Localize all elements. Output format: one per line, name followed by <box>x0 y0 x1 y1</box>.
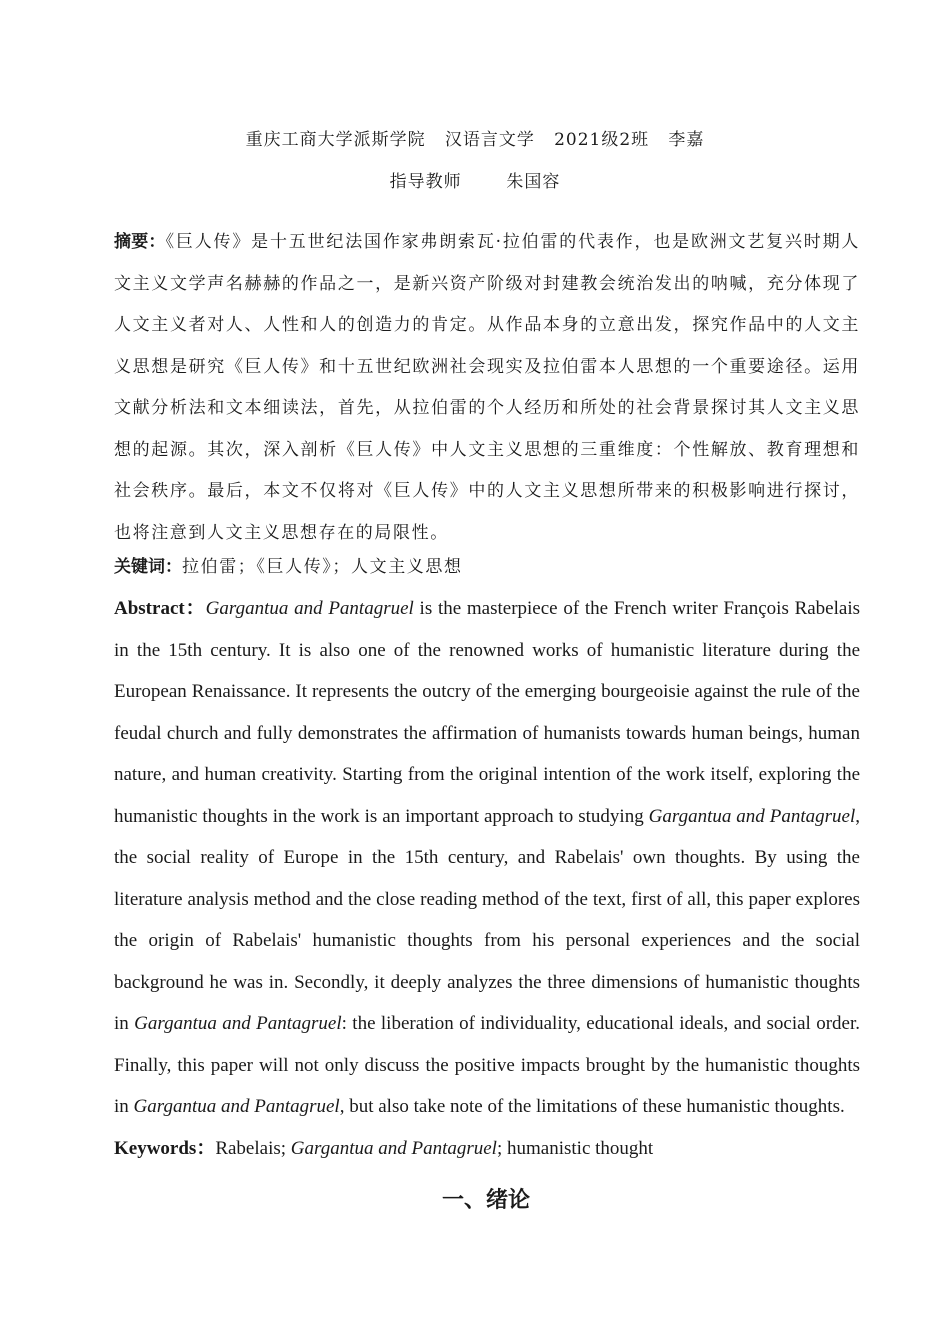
book-title-italic: Gargantua and Pantagruel <box>205 598 414 619</box>
section-heading-introduction: 一、绪论 <box>441 1188 530 1213</box>
chinese-keywords <box>114 553 860 581</box>
english-abstract-text-2: , the social reality of Europe in the 15th century, and Rabelais' own thoughts. By using the literature analysis method and the close reading method of the text, first of all, this paper explores the origin of Rabelais' humanistic thoughts from his personal experiences and the social background he was in. Secondly, it deeply analyzes the three dimensions of humanistic thoughts in <box>114 805 860 1034</box>
chinese-abstract <box>114 222 860 554</box>
chinese-abstract-text: 《巨人传》是十五世纪法国作家弗朗索瓦·拉伯雷的代表作，也是欧洲文艺复兴时期人文主义文学声名赫赫的作品之一，是新兴资产阶级对封建教会统治发出的呐喊，充分体现了人文主义者对人、人性和人的创造力的肯定。从作品本身的立意出发，探究作品中的人文主义思想是研究《巨人传》和十五世纪欧洲社会现实及拉伯雷本人思想的一个重要途径。运用文献分析法和文本细读法，首先，从拉伯雷的个人经历和所处的社会背景探讨其人文主义思想的起源。其次，深入剖析《巨人传》中人文主义思想的三重维度：个性解放、教育理想和社会秩序。最后，本文不仅将对《巨人传》中的人文主义思想所带来的积极影响进行探讨，也将注意到人文主义思想存在的局限性。 <box>114 232 861 543</box>
english-keyword-title: Gargantua and Pantagruel <box>290 1138 497 1159</box>
english-keyword-1: Rabelais; <box>215 1138 291 1159</box>
english-abstract-text-1: is the masterpiece of the French writer François Rabelais in the 15th century. It is also one of the renowned works of humanistic literature during the European Renaissance. It represents the outcry of the emerging bourgeoisie against the rule of the feudal church and fully demonstrates the affirmation of humanists towards human beings, human nature, and human creativity. Starting from the original intention of the work itself, exploring the humanistic thoughts in the work is an important approach to studying <box>114 598 860 827</box>
english-keywords <box>114 1134 860 1164</box>
book-title-italic: Gargantua and Pantagruel <box>133 1096 340 1117</box>
book-title-italic: Gargantua and Pantagruel <box>134 1013 342 1034</box>
english-keywords-label: Keywords： <box>114 1138 216 1159</box>
chinese-keywords-label: 关键词： <box>114 557 182 577</box>
english-abstract-text-3: : the liberation of individuality, educational ideals, and social order. Finally, this paper will not only discuss the positive impacts brought by the humanistic thoughts in <box>114 1013 860 1117</box>
english-abstract <box>114 588 860 1128</box>
english-abstract-text-4: , but also take note of the limitations of these humanistic thoughts. <box>339 1096 845 1117</box>
book-title-italic: Gargantua and Pantagruel <box>648 805 856 827</box>
english-abstract-label: Abstract： <box>114 598 206 619</box>
english-keyword-3: ; humanistic thought <box>496 1138 654 1159</box>
chinese-abstract-label: 摘要： <box>114 232 166 252</box>
author-info-line: 重庆工商大学派斯学院 汉语言文学 2021级2班 李嘉 <box>245 130 705 150</box>
advisor-line: 指导教师 朱国容 <box>389 172 561 192</box>
chinese-keywords-text: 拉伯雷；《巨人传》；人文主义思想 <box>182 557 463 577</box>
